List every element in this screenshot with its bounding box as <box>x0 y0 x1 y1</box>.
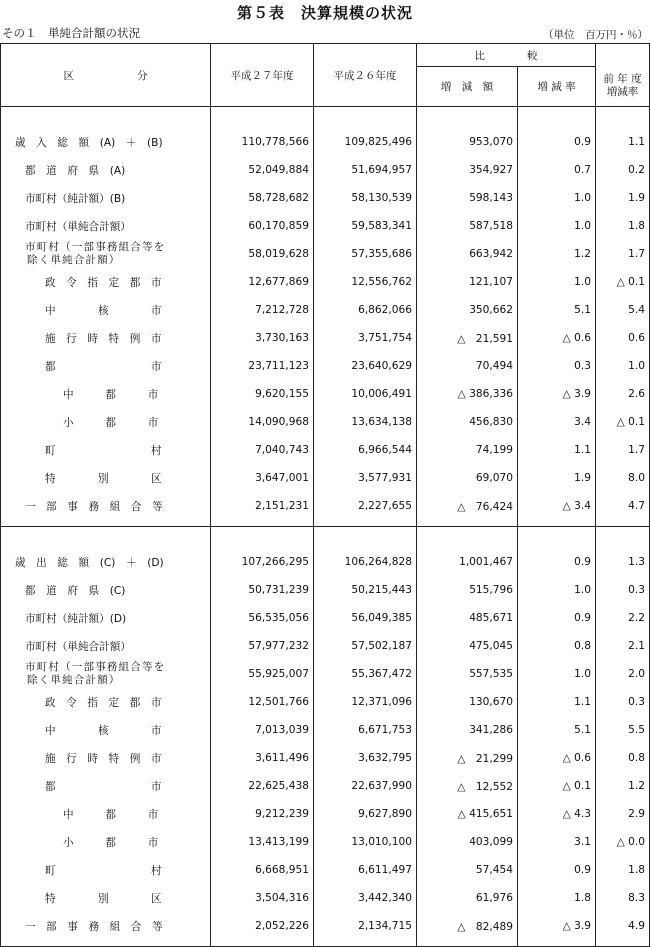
cell-fy26: 109,825,496 <box>314 128 417 156</box>
cell-fy27: 50,731,239 <box>211 576 314 604</box>
cell-fy27: 9,212,239 <box>211 800 314 828</box>
header-prev-rate <box>596 67 650 107</box>
cell-fy27: 55,925,007 <box>211 660 314 688</box>
row-label <box>1 464 211 492</box>
cell-rate: 1.0 <box>518 212 596 240</box>
cell-prev: 8.0 <box>596 464 650 492</box>
row-label-text: 都 道 府 県 (C) <box>25 584 126 597</box>
cell-fy26: 6,862,066 <box>314 296 417 324</box>
table-row <box>1 352 650 380</box>
cell-fy27: 7,013,039 <box>211 716 314 744</box>
cell-rate: 1.0 <box>518 576 596 604</box>
cell-rate: 0.9 <box>518 128 596 156</box>
row-label <box>1 856 211 884</box>
row-label-text: 市町村（純計額）(D) <box>25 612 127 625</box>
row-label-text: 中 都 市 <box>63 808 159 821</box>
cell-prev: 1.7 <box>596 240 650 268</box>
cell-rate: 1.1 <box>518 436 596 464</box>
cell-rate: 3.4 <box>518 408 596 436</box>
cell-fy27: 3,730,163 <box>211 324 314 352</box>
table-row <box>1 548 650 576</box>
row-label-text: 特 別 区 <box>45 892 162 905</box>
cell-fy26: 55,367,472 <box>314 660 417 688</box>
cell-prev: 2.9 <box>596 800 650 828</box>
cell-fy26: 50,215,443 <box>314 576 417 604</box>
cell-fy27: 58,019,628 <box>211 240 314 268</box>
table-row <box>1 772 650 800</box>
cell-fy27: 56,535,056 <box>211 604 314 632</box>
cell-rate: 1.0 <box>518 268 596 296</box>
cell-rate: 1.2 <box>518 240 596 268</box>
cell-inc: △ 386,336 <box>417 380 518 408</box>
row-label-text: 政 令 指 定 都 市 <box>45 276 162 289</box>
cell-prev: 0.2 <box>596 156 650 184</box>
row-label <box>1 912 211 940</box>
cell-prev: 2.2 <box>596 604 650 632</box>
row-label <box>1 604 211 632</box>
row-label-text: 特 別 区 <box>45 472 162 485</box>
cell-fy26: 9,627,890 <box>314 800 417 828</box>
cell-inc: 1,001,467 <box>417 548 518 576</box>
row-label-text: 町 村 <box>45 864 162 877</box>
cell-rate: △ 0.1 <box>518 772 596 800</box>
cell-prev: △ 0.1 <box>596 408 650 436</box>
cell-inc: 485,671 <box>417 604 518 632</box>
cell-rate: △ 3.9 <box>518 912 596 940</box>
cell-fy26: 12,371,096 <box>314 688 417 716</box>
header-prev-rate-line2: 増減率 <box>606 86 639 99</box>
table-row <box>1 828 650 856</box>
revenue-section <box>1 107 650 527</box>
cell-rate: △ 3.9 <box>518 380 596 408</box>
row-label <box>1 660 211 688</box>
row-label <box>1 716 211 744</box>
cell-inc: 953,070 <box>417 128 518 156</box>
cell-inc: △ 12,552 <box>417 772 518 800</box>
cell-fy26: 6,671,753 <box>314 716 417 744</box>
cell-fy27: 3,504,316 <box>211 884 314 912</box>
table-row <box>1 884 650 912</box>
cell-fy27: 12,677,869 <box>211 268 314 296</box>
table-row <box>1 408 650 436</box>
cell-prev: △ 0.1 <box>596 268 650 296</box>
header-kubun: 区 分 <box>1 44 211 107</box>
row-label <box>1 184 211 212</box>
cell-prev: 5.5 <box>596 716 650 744</box>
cell-rate: 5.1 <box>518 716 596 744</box>
cell-rate: △ 0.6 <box>518 744 596 772</box>
row-label-text: 歳 出 総 額 (C) ＋ (D) <box>15 556 164 569</box>
cell-fy26: 2,134,715 <box>314 912 417 940</box>
header-comparison: 比 較 <box>417 44 596 67</box>
row-label-text: 政 令 指 定 都 市 <box>45 696 162 709</box>
table-row <box>1 576 650 604</box>
cell-rate: 1.8 <box>518 884 596 912</box>
cell-prev: 2.1 <box>596 632 650 660</box>
table-row <box>1 492 650 520</box>
cell-rate: △ 3.4 <box>518 492 596 520</box>
header-fy27: 平成２７年度 <box>211 44 314 107</box>
cell-fy27: 12,501,766 <box>211 688 314 716</box>
cell-inc: 456,830 <box>417 408 518 436</box>
cell-inc: 121,107 <box>417 268 518 296</box>
cell-rate: 5.1 <box>518 296 596 324</box>
cell-fy26: 3,577,931 <box>314 464 417 492</box>
page-title: 第５表 決算規模の状況 <box>236 4 413 22</box>
row-label-text: 歳 入 総 額 (A) ＋ (B) <box>15 136 163 149</box>
cell-rate: 1.0 <box>518 660 596 688</box>
cell-prev: 4.9 <box>596 912 650 940</box>
cell-fy26: 2,227,655 <box>314 492 417 520</box>
cell-fy27: 9,620,155 <box>211 380 314 408</box>
table-row <box>1 660 650 688</box>
table-row <box>1 324 650 352</box>
cell-rate: △ 0.6 <box>518 324 596 352</box>
cell-fy26: 56,049,385 <box>314 604 417 632</box>
row-label <box>1 408 211 436</box>
cell-inc: 130,670 <box>417 688 518 716</box>
cell-fy27: 13,413,199 <box>211 828 314 856</box>
cell-inc: 354,927 <box>417 156 518 184</box>
row-label <box>1 576 211 604</box>
cell-inc: 403,099 <box>417 828 518 856</box>
cell-fy27: 6,668,951 <box>211 856 314 884</box>
cell-fy26: 3,442,340 <box>314 884 417 912</box>
cell-inc: 69,070 <box>417 464 518 492</box>
cell-rate: △ 4.3 <box>518 800 596 828</box>
row-label-text: 中 核 市 <box>45 304 162 317</box>
cell-rate: 0.9 <box>518 604 596 632</box>
header-change-amount: 増 減 額 <box>417 67 518 107</box>
cell-fy26: 59,583,341 <box>314 212 417 240</box>
table-row <box>1 268 650 296</box>
row-label-text: 小 都 市 <box>63 416 159 429</box>
row-label-text: 一 部 事 務 組 合 等 <box>25 920 163 933</box>
row-label-text: 中 都 市 <box>63 388 159 401</box>
table-row <box>1 296 650 324</box>
cell-prev: 2.0 <box>596 660 650 688</box>
cell-rate: 0.3 <box>518 352 596 380</box>
cell-fy27: 58,728,682 <box>211 184 314 212</box>
row-label <box>1 296 211 324</box>
cell-fy26: 106,264,828 <box>314 548 417 576</box>
row-label <box>1 380 211 408</box>
cell-prev: 5.4 <box>596 296 650 324</box>
row-label <box>1 352 211 380</box>
cell-fy27: 52,049,884 <box>211 156 314 184</box>
cell-fy27: 7,040,743 <box>211 436 314 464</box>
row-label-text: 小 都 市 <box>63 836 159 849</box>
cell-prev: 4.7 <box>596 492 650 520</box>
cell-prev: 2.6 <box>596 380 650 408</box>
expenditure-section <box>1 527 650 947</box>
row-label <box>1 492 211 520</box>
table-row <box>1 912 650 940</box>
cell-rate: 0.7 <box>518 156 596 184</box>
cell-fy26: 6,611,497 <box>314 856 417 884</box>
cell-inc: 587,518 <box>417 212 518 240</box>
row-label-text: 都 市 <box>45 360 162 373</box>
row-label-text: 一 部 事 務 組 合 等 <box>25 500 163 513</box>
header-prev-rate-line1: 前 年 度 <box>603 73 642 86</box>
cell-fy26: 13,634,138 <box>314 408 417 436</box>
cell-prev: 0.3 <box>596 576 650 604</box>
unit-note: （単位 百万円・％） <box>543 29 648 41</box>
cell-inc: 57,454 <box>417 856 518 884</box>
cell-fy27: 7,212,728 <box>211 296 314 324</box>
row-label <box>1 240 211 268</box>
table-row <box>1 800 650 828</box>
cell-fy26: 58,130,539 <box>314 184 417 212</box>
cell-inc: 557,535 <box>417 660 518 688</box>
cell-prev: 0.3 <box>596 688 650 716</box>
cell-fy26: 57,502,187 <box>314 632 417 660</box>
row-label <box>1 268 211 296</box>
cell-rate: 1.9 <box>518 464 596 492</box>
cell-prev: 0.8 <box>596 744 650 772</box>
header-change-rate: 増 減 率 <box>518 67 596 107</box>
cell-inc: 475,045 <box>417 632 518 660</box>
table-row <box>1 604 650 632</box>
row-label <box>1 800 211 828</box>
row-label <box>1 548 211 576</box>
table-row <box>1 856 650 884</box>
table-row <box>1 156 650 184</box>
table-row <box>1 464 650 492</box>
row-label-text: 市町村（純計額）(B) <box>25 192 126 205</box>
row-label <box>1 744 211 772</box>
cell-rate: 3.1 <box>518 828 596 856</box>
cell-inc: 515,796 <box>417 576 518 604</box>
row-label <box>1 128 211 156</box>
row-label-text: 町 村 <box>45 444 162 457</box>
cell-fy26: 3,632,795 <box>314 744 417 772</box>
cell-fy27: 60,170,859 <box>211 212 314 240</box>
cell-inc: △ 21,591 <box>417 324 518 352</box>
table-row <box>1 212 650 240</box>
cell-inc: 61,976 <box>417 884 518 912</box>
cell-fy26: 57,355,686 <box>314 240 417 268</box>
cell-fy27: 107,266,295 <box>211 548 314 576</box>
cell-inc: 74,199 <box>417 436 518 464</box>
row-label-line1: 市町村（一部事務組合等を <box>25 241 166 253</box>
row-label-line2: 除く単純合計額） <box>27 254 121 266</box>
row-label <box>1 212 211 240</box>
row-label-text: 施 行 時 特 例 市 <box>45 332 162 345</box>
table-row <box>1 184 650 212</box>
row-label-text: 都 市 <box>45 780 162 793</box>
cell-fy26: 23,640,629 <box>314 352 417 380</box>
table-row <box>1 744 650 772</box>
cell-prev: 8.3 <box>596 884 650 912</box>
table-row <box>1 632 650 660</box>
settlement-scale-table <box>0 43 650 947</box>
cell-inc: 70,494 <box>417 352 518 380</box>
cell-fy26: 13,010,100 <box>314 828 417 856</box>
row-label <box>1 324 211 352</box>
cell-inc: △ 21,299 <box>417 744 518 772</box>
header-fy26: 平成２６年度 <box>314 44 417 107</box>
row-label-text: 都 道 府 県 (A) <box>25 164 126 177</box>
table-row <box>1 688 650 716</box>
cell-rate: 0.8 <box>518 632 596 660</box>
cell-inc: 598,143 <box>417 184 518 212</box>
cell-prev: 1.7 <box>596 436 650 464</box>
cell-fy26: 3,751,754 <box>314 324 417 352</box>
cell-prev: 1.0 <box>596 352 650 380</box>
cell-prev: 0.6 <box>596 324 650 352</box>
cell-fy27: 57,977,232 <box>211 632 314 660</box>
cell-prev: 1.1 <box>596 128 650 156</box>
cell-fy26: 12,556,762 <box>314 268 417 296</box>
cell-rate: 1.0 <box>518 184 596 212</box>
cell-prev: 1.8 <box>596 212 650 240</box>
cell-rate: 0.9 <box>518 856 596 884</box>
cell-fy27: 2,151,231 <box>211 492 314 520</box>
cell-prev: △ 0.0 <box>596 828 650 856</box>
row-label-text: 中 核 市 <box>45 724 162 737</box>
row-label <box>1 156 211 184</box>
cell-inc: △ 76,424 <box>417 492 518 520</box>
row-label <box>1 436 211 464</box>
table-row <box>1 380 650 408</box>
row-label <box>1 772 211 800</box>
row-label-text: 施 行 時 特 例 市 <box>45 752 162 765</box>
cell-rate: 1.1 <box>518 688 596 716</box>
cell-inc: 663,942 <box>417 240 518 268</box>
cell-prev: 1.2 <box>596 772 650 800</box>
cell-prev: 1.3 <box>596 548 650 576</box>
cell-inc: △ 82,489 <box>417 912 518 940</box>
cell-inc: 350,662 <box>417 296 518 324</box>
cell-inc: △ 415,651 <box>417 800 518 828</box>
table-row <box>1 716 650 744</box>
cell-fy26: 22,637,990 <box>314 772 417 800</box>
row-label-line2: 除く単純合計額） <box>27 674 121 686</box>
cell-inc: 341,286 <box>417 716 518 744</box>
row-label <box>1 632 211 660</box>
cell-fy27: 23,711,123 <box>211 352 314 380</box>
table-row <box>1 240 650 268</box>
table-row <box>1 436 650 464</box>
cell-rate: 0.9 <box>518 548 596 576</box>
cell-fy27: 22,625,438 <box>211 772 314 800</box>
cell-fy27: 3,611,496 <box>211 744 314 772</box>
cell-fy26: 51,694,957 <box>314 156 417 184</box>
cell-fy26: 10,006,491 <box>314 380 417 408</box>
row-label <box>1 884 211 912</box>
cell-fy27: 110,778,566 <box>211 128 314 156</box>
table-subtitle: その１ 単純合計額の状況 <box>2 26 140 40</box>
table-row <box>1 128 650 156</box>
cell-prev: 1.8 <box>596 856 650 884</box>
row-label-line1: 市町村（一部事務組合等を <box>25 661 166 673</box>
cell-fy27: 14,090,968 <box>211 408 314 436</box>
cell-fy27: 3,647,001 <box>211 464 314 492</box>
cell-fy26: 6,966,544 <box>314 436 417 464</box>
row-label <box>1 688 211 716</box>
row-label <box>1 828 211 856</box>
cell-prev: 1.9 <box>596 184 650 212</box>
row-label-text: 市町村（単純合計額） <box>25 220 131 233</box>
cell-fy27: 2,052,226 <box>211 912 314 940</box>
row-label-text: 市町村（単純合計額） <box>25 640 131 653</box>
